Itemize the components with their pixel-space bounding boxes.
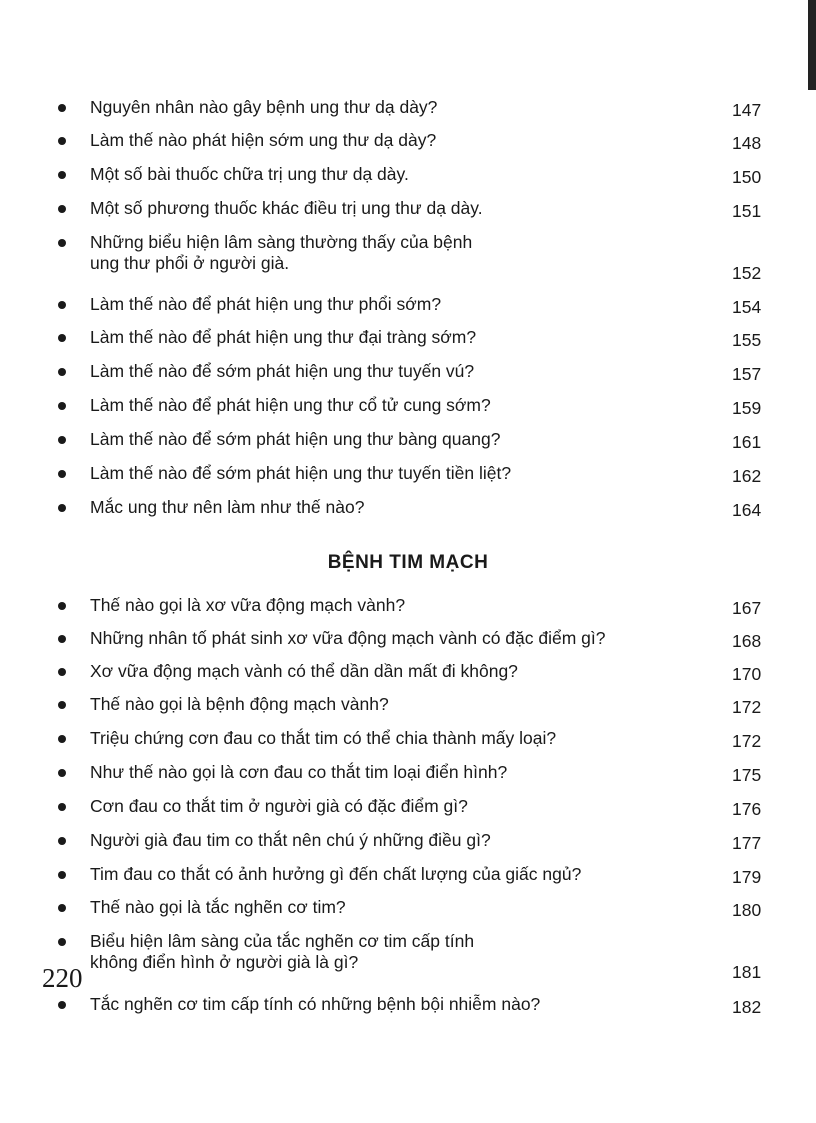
bullet-icon xyxy=(58,1001,66,1009)
toc-entry-page: 159 xyxy=(732,398,762,418)
bullet-icon xyxy=(58,205,66,213)
toc-entry-title: Một số bài thuốc chữa trị ung thư dạ dày. xyxy=(90,164,409,184)
toc-entry-title: Thế nào gọi là xơ vữa động mạch vành? xyxy=(90,595,406,615)
toc-entry-page: 157 xyxy=(732,364,762,384)
toc-entry-title: Thế nào gọi là bệnh động mạch vành? xyxy=(90,694,389,714)
bullet-icon xyxy=(58,368,66,376)
page-number: 220 xyxy=(42,963,83,993)
bullet-icon xyxy=(58,803,66,811)
bullet-icon xyxy=(58,769,66,777)
toc-entry-page: 180 xyxy=(732,900,762,920)
toc-entry-title: Xơ vữa động mạch vành có thể dần dần mất đi không? xyxy=(90,661,518,681)
toc-entry-title: Người già đau tim co thắt nên chú ý những điều gì? xyxy=(90,830,491,850)
bullet-icon xyxy=(58,504,66,512)
toc-entry-title: Làm thế nào để sớm phát hiện ung thư tuyến vú? xyxy=(90,361,475,381)
toc-entry-page: 179 xyxy=(732,867,762,887)
toc-entry-page: 150 xyxy=(732,167,762,187)
toc-entry-title: Làm thế nào để phát hiện ung thư phổi sớm? xyxy=(90,294,442,314)
toc-entry-title: Triệu chứng cơn đau co thắt tim có thể chia thành mấy loại? xyxy=(90,728,557,748)
bullet-icon xyxy=(58,871,66,879)
toc-entry-page: 175 xyxy=(732,765,762,785)
toc-entry-title: Làm thế nào phát hiện sớm ung thư dạ dày? xyxy=(90,130,437,150)
bullet-icon xyxy=(58,104,66,112)
toc-entry-page: 155 xyxy=(732,330,762,350)
bullet-icon xyxy=(58,701,66,709)
toc-entry-page: 162 xyxy=(732,466,762,486)
toc-entry-page: 177 xyxy=(732,833,762,853)
toc-entry-title: Mắc ung thư nên làm như thế nào? xyxy=(90,497,365,517)
toc-entry-page: 176 xyxy=(732,799,762,819)
toc-entry-title: Một số phương thuốc khác điều trị ung thư dạ dày. xyxy=(90,198,483,218)
toc-entry-title: Tim đau co thắt có ảnh hưởng gì đến chất lượng của giấc ngủ? xyxy=(90,864,582,884)
bullet-icon xyxy=(58,436,66,444)
bullet-icon xyxy=(58,137,66,145)
toc-entry-page: 168 xyxy=(732,631,762,651)
bullet-icon xyxy=(58,239,66,247)
toc-entry-title: Thế nào gọi là tắc nghẽn cơ tim? xyxy=(90,897,346,917)
bullet-icon xyxy=(58,735,66,743)
toc-entry-page: 147 xyxy=(732,100,762,120)
toc-entry-page: 172 xyxy=(732,697,762,717)
bullet-icon xyxy=(58,470,66,478)
toc-entry-title: Cơn đau co thắt tim ở người già có đặc điểm gì? xyxy=(90,796,468,816)
toc-entry-page: 164 xyxy=(732,500,762,520)
bullet-icon xyxy=(58,402,66,410)
toc-entry-page: 154 xyxy=(732,297,762,317)
bullet-icon xyxy=(58,301,66,309)
section-heading: BỆNH TIM MẠCH xyxy=(327,552,489,573)
toc-entry-title: Những biểu hiện lâm sàng thường thấy của bệnh ung thư phổi ở người già. xyxy=(90,232,473,273)
toc-entry-page: 148 xyxy=(732,133,762,153)
toc-entry-title: Biểu hiện lâm sàng của tắc nghẽn cơ tim cấp tính không điển hình ở người già là gì? xyxy=(90,931,475,972)
toc-entry-page: 170 xyxy=(732,664,762,684)
toc-entry-page: 161 xyxy=(732,432,762,452)
toc-entry-title: Những nhân tố phát sinh xơ vữa động mạch vành có đặc điểm gì? xyxy=(90,628,606,648)
toc-entry-title: Nguyên nhân nào gây bệnh ung thư dạ dày? xyxy=(90,97,438,117)
bullet-icon xyxy=(58,635,66,643)
toc-entry-title: Tắc nghẽn cơ tim cấp tính có những bệnh bội nhiễm nào? xyxy=(90,994,541,1014)
bullet-icon xyxy=(58,837,66,845)
toc-entry-page: 182 xyxy=(732,997,762,1017)
toc-entry-title: Như thế nào gọi là cơn đau co thắt tim loại điển hình? xyxy=(90,762,508,782)
bullet-icon xyxy=(58,171,66,179)
bullet-icon xyxy=(58,334,66,342)
bullet-icon xyxy=(58,602,66,610)
toc-entry-page: 181 xyxy=(732,962,762,982)
toc-entry-title: Làm thế nào để sớm phát hiện ung thư tuyến tiền liệt? xyxy=(90,463,512,483)
bullet-icon xyxy=(58,904,66,912)
toc-entry-title: Làm thế nào để phát hiện ung thư cổ tử cung sớm? xyxy=(90,395,491,415)
bullet-icon xyxy=(58,668,66,676)
toc-entry-page: 152 xyxy=(732,263,762,283)
bullet-icon xyxy=(58,938,66,946)
toc-entry-title: Làm thế nào để phát hiện ung thư đại tràng sớm? xyxy=(90,327,477,347)
scan-edge-mark xyxy=(808,0,816,90)
toc-entry-page: 172 xyxy=(732,731,762,751)
toc-entry-title: Làm thế nào để sớm phát hiện ung thư bàng quang? xyxy=(90,429,501,449)
toc-entry-page: 167 xyxy=(732,598,762,618)
toc-entry-page: 151 xyxy=(732,201,762,221)
